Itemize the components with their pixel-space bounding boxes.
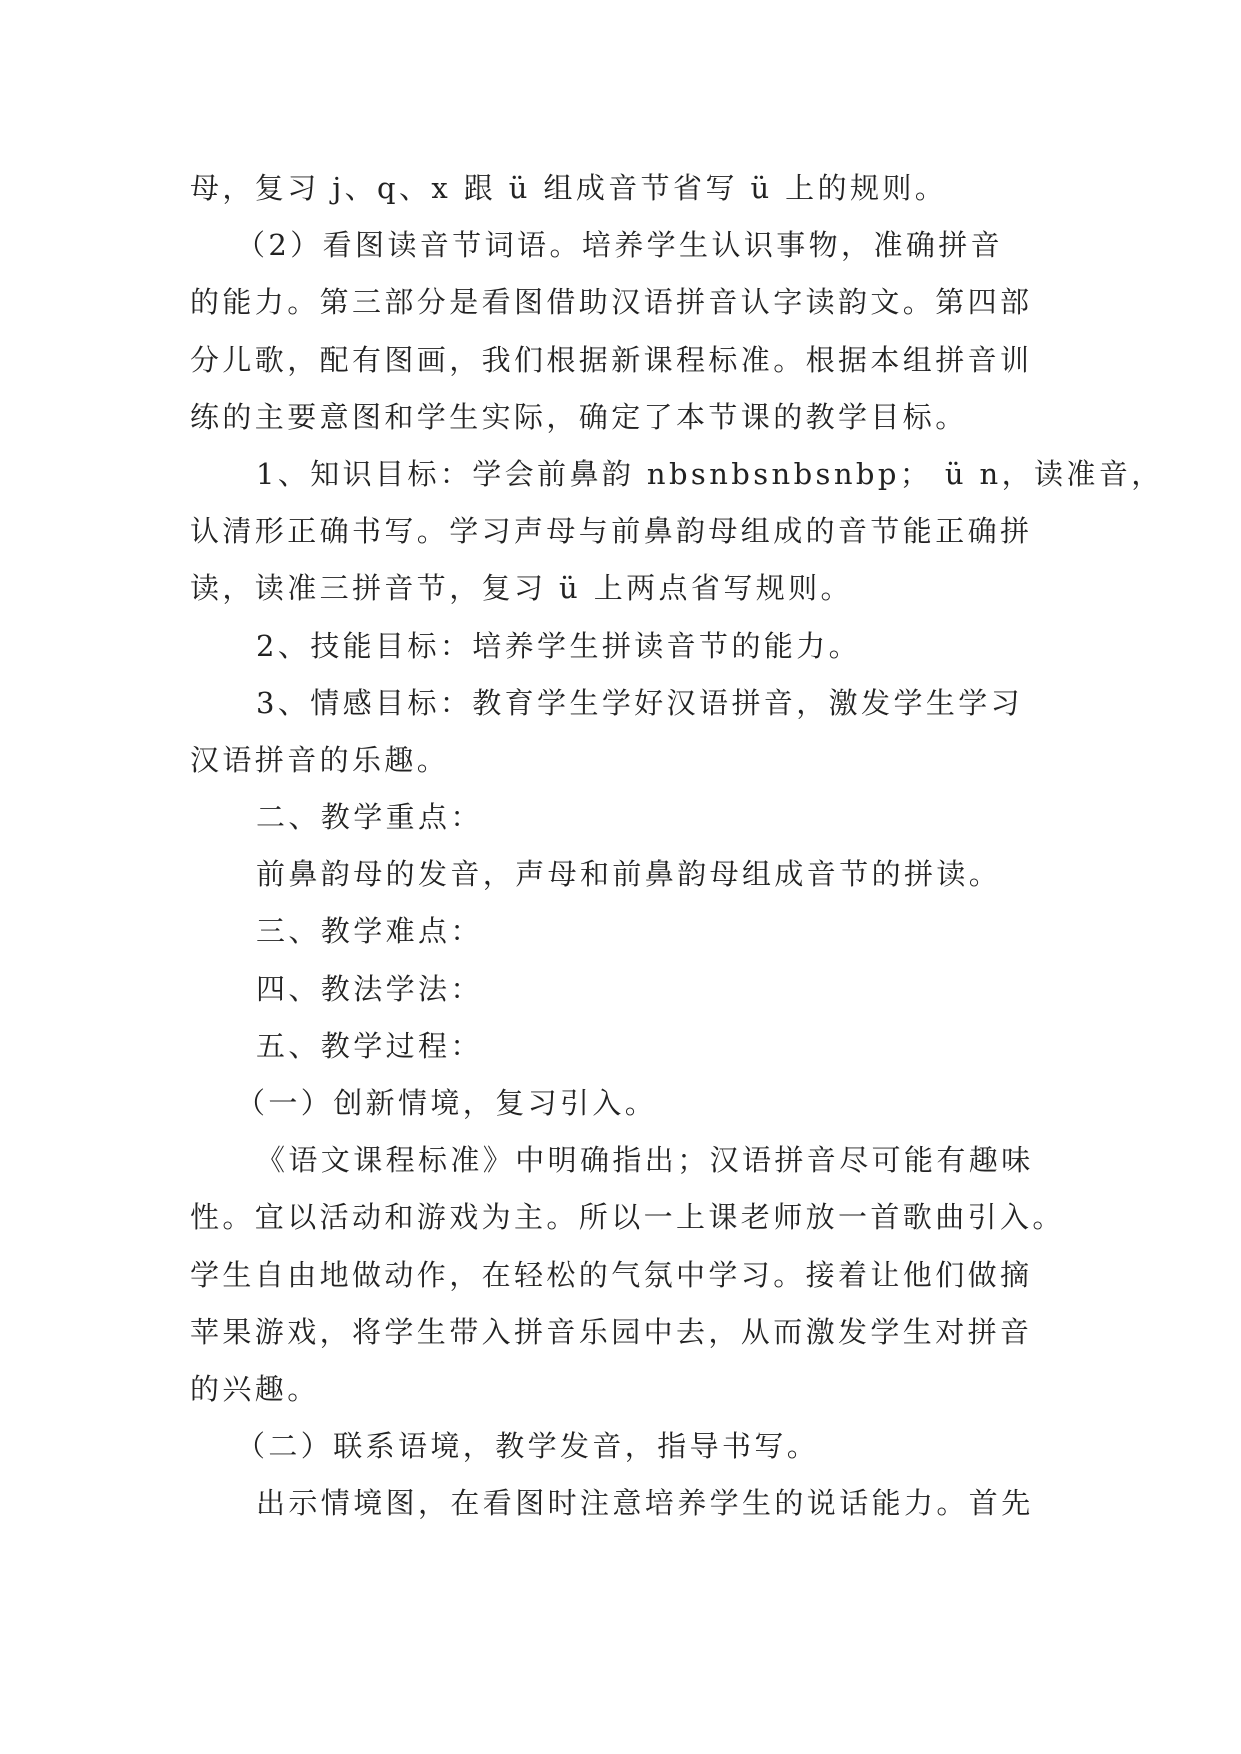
text-line: 性。宜以活动和游戏为主。所以一上课老师放一首歌曲引入。 — [190, 1200, 1065, 1235]
section-heading: 三、教学难点： — [256, 914, 483, 949]
document-body — [190, 160, 1164, 1533]
text-line: 苹果游戏，将学生带入拼音乐园中去，从而激发学生对拼音 — [190, 1314, 1033, 1349]
text-line: 1、知识目标：学会前鼻韵 nbsnbsnbsnbp； ü n，读准音， — [256, 456, 1164, 491]
subsection-heading: （一）创新情境，复习引入。 — [236, 1086, 658, 1120]
text-line: 学生自由地做动作，在轻松的气氛中学习。接着让他们做摘 — [190, 1257, 1033, 1292]
text-line: 练的主要意图和学生实际，确定了本节课的教学目标。 — [190, 399, 968, 434]
text-line: 汉语拼音的乐趣。 — [190, 742, 450, 777]
text-line: 分儿歌，配有图画，我们根据新课程标准。根据本组拼音训 — [190, 342, 1033, 377]
text-line: （2）看图读音节词语。培养学生认识事物，准确拼音 — [236, 228, 1004, 263]
section-heading: 二、教学重点： — [256, 800, 483, 835]
text-line: 认清形正确书写。学习声母与前鼻韵母组成的音节能正确拼 — [190, 514, 1033, 549]
section-heading: 四、教法学法： — [256, 971, 483, 1006]
text-line: 《语文课程标准》中明确指出；汉语拼音尽可能有趣味 — [256, 1143, 1034, 1178]
text-line: 前鼻韵母的发音，声母和前鼻韵母组成音节的拼读。 — [256, 857, 1002, 892]
text-line: 读，读准三拼音节，复习 ü 上两点省写规则。 — [190, 571, 853, 606]
text-line: 的能力。第三部分是看图借助汉语拼音认字读韵文。第四部 — [190, 285, 1033, 320]
text-line: 母，复习 j、q、x 跟 ü 组成音节省写 ü 上的规则。 — [190, 171, 948, 205]
text-line: 的兴趣。 — [190, 1371, 320, 1406]
section-heading: 五、教学过程： — [256, 1028, 483, 1063]
text-line: 出示情境图，在看图时注意培养学生的说话能力。首先 — [256, 1486, 1034, 1521]
text-line: 2、技能目标：培养学生拼读音节的能力。 — [256, 628, 862, 663]
subsection-heading: （二）联系语境，教学发音，指导书写。 — [236, 1429, 820, 1464]
text-line: 3、情感目标：教育学生学好汉语拼音，激发学生学习 — [256, 685, 1024, 720]
